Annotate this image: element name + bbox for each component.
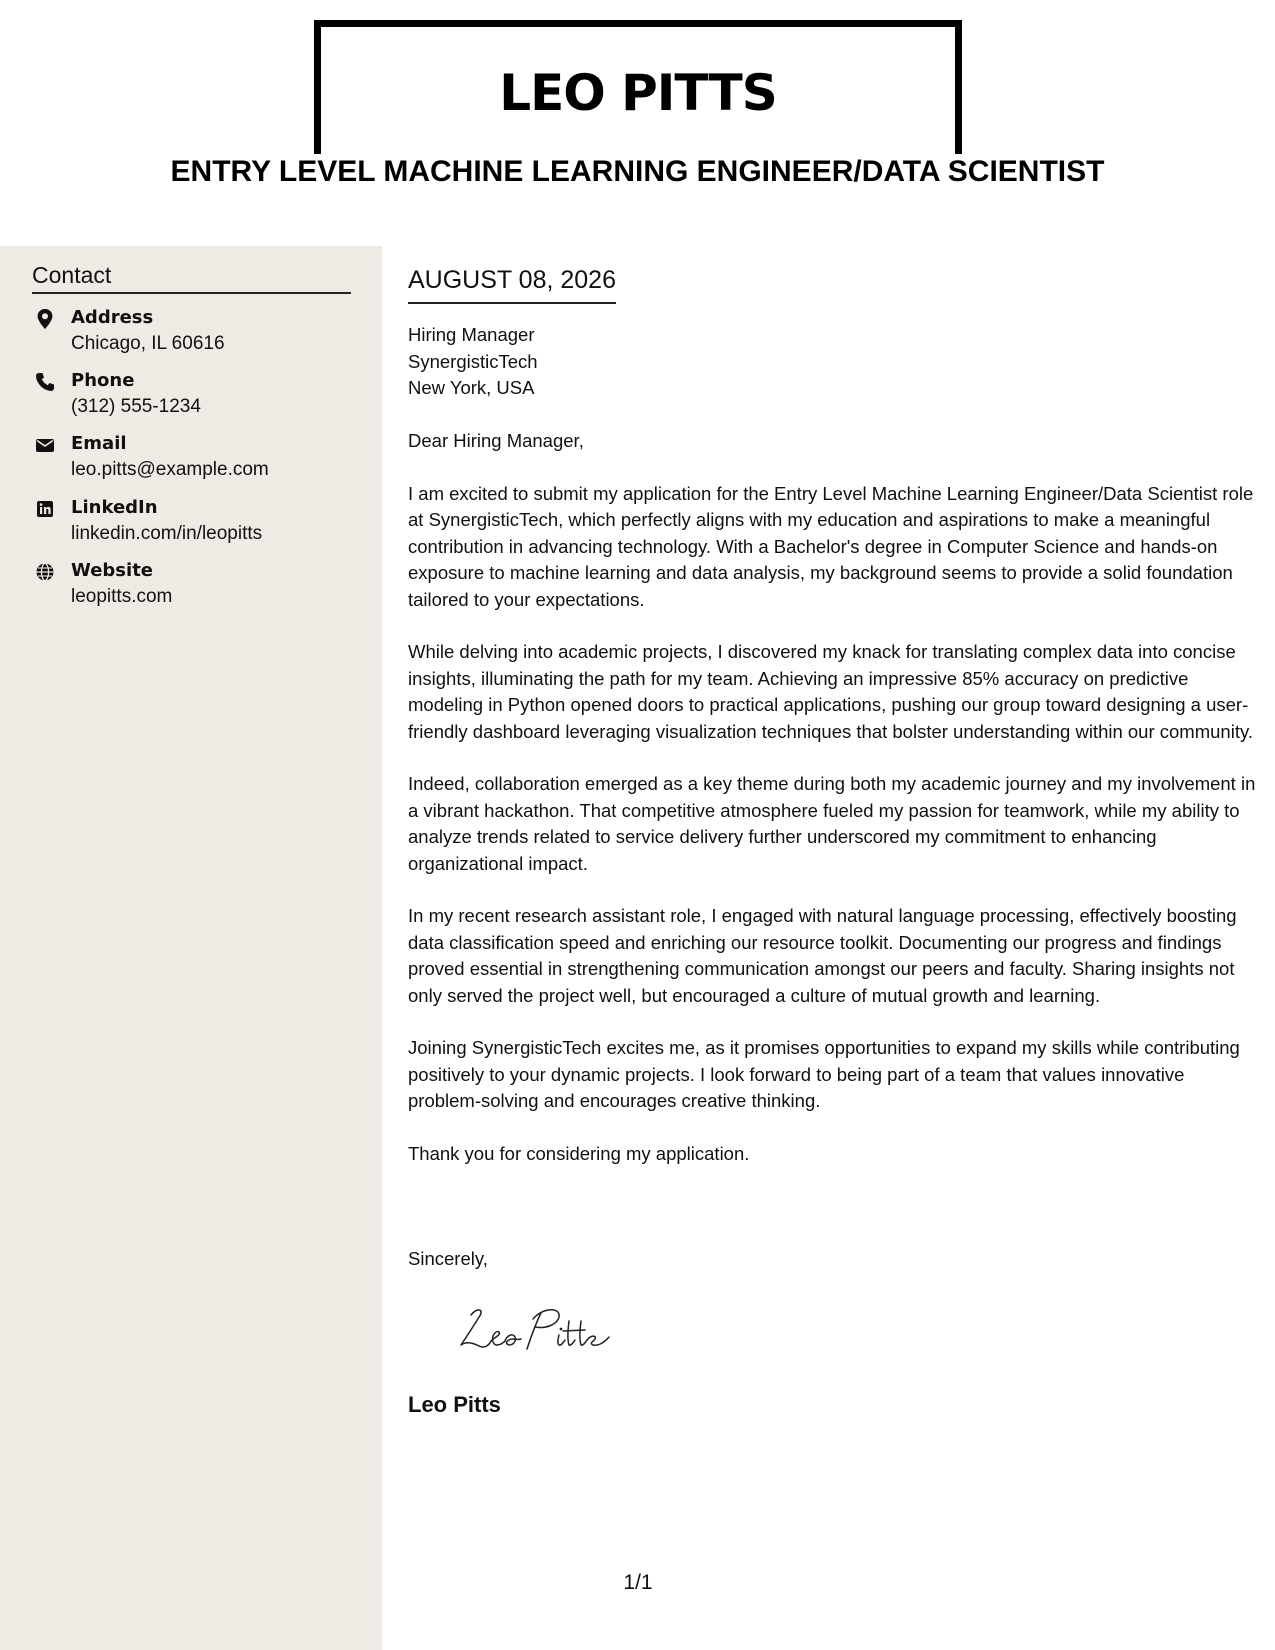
body-paragraph: Indeed, collaboration emerged as a key theme during both my academic journey and my involvement in a vibrant hackathon. That competitive atmosphere fueled my passion for teamwork, while my ability to analyze trends related to service delivery further underscored my commitment to enhancing organizational impact. (408, 773, 1256, 874)
page-number: 1/1 (623, 1571, 653, 1594)
recipient-line: Hiring Manager (408, 324, 535, 345)
email-value[interactable]: leo.pitts@example.com (71, 459, 269, 480)
contact-label: Phone (71, 370, 135, 391)
body-paragraph: Joining SynergisticTech excites me, as it promises opportunities to expand my skills while contributing positively to your dynamic projects. I look forward to being part of a team that values innovative problem-solving and encourages creative thinking. (408, 1037, 1240, 1111)
body-paragraph: Thank you for considering my application. (408, 1142, 750, 1164)
address-value: Chicago, IL 60616 (71, 333, 225, 354)
envelope-icon (34, 434, 56, 456)
letter-date: AUGUST 08, 2026 (408, 262, 616, 304)
candidate-name: LEO PITTS (499, 64, 777, 122)
contact-item-website (32, 558, 362, 614)
signer-name: Leo Pitts (408, 1392, 501, 1417)
contact-heading: Contact (32, 258, 351, 294)
letter-body (408, 428, 1258, 1193)
map-pin-icon (34, 308, 56, 330)
website-value[interactable]: leopitts.com (71, 586, 173, 607)
salutation: Dear Hiring Manager, (408, 430, 584, 451)
body-paragraph: While delving into academic projects, I discovered my knack for translating complex data into concise insights, illuminating the path for my team. Achieving an impressive 85% accuracy on predictive modeling in Python opened doors to practical applications, pushing our group toward designing a user-friendly dashboard leveraging visualization techniques that bolster understanding within our community. (408, 641, 1253, 742)
job-title: ENTRY LEVEL MACHINE LEARNING ENGINEER/DATA SCIENTIST (170, 155, 1105, 188)
recipient-line: SynergisticTech (408, 350, 538, 372)
body-paragraph: I am excited to submit my application for the Entry Level Machine Learning Engineer/Data Scientist role at SynergisticTech, which perfectly aligns with my education and aspirations to make a meaningful contribution in advancing technology. With a Bachelor's degree in Computer Science and hands-on exposure to machine learning and data analysis, my background seems to provide a solid foundation tailored to your expectations. (408, 482, 1254, 610)
recipient-block (408, 322, 538, 402)
contact-label: LinkedIn (71, 497, 158, 518)
linkedin-value[interactable]: linkedin.com/in/leopitts (71, 523, 263, 544)
contact-item-linkedin (32, 495, 362, 551)
body-paragraph: In my recent research assistant role, I engaged with natural language processing, effectively boosting data classification speed and enriching our resource toolkit. Documenting our progress and findings proved essential in strengthening communication amongst our peers and faculty. Sharing insights not only served the project well, but encouraged a culture of mutual growth and learning. (408, 905, 1237, 1006)
recipient-line: New York, USA (408, 377, 535, 398)
contact-label: Email (71, 433, 127, 454)
signature-image (455, 1297, 625, 1357)
contact-item-email (32, 431, 362, 487)
phone-icon (34, 371, 56, 393)
linkedin-icon (34, 498, 56, 520)
contact-label: Address (71, 307, 154, 328)
globe-icon (34, 561, 56, 583)
contact-item-phone (32, 368, 362, 424)
contact-item-address (32, 305, 362, 361)
closing: Sincerely, (408, 1248, 488, 1269)
phone-value: (312) 555-1234 (71, 396, 201, 417)
contact-label: Website (71, 560, 154, 581)
